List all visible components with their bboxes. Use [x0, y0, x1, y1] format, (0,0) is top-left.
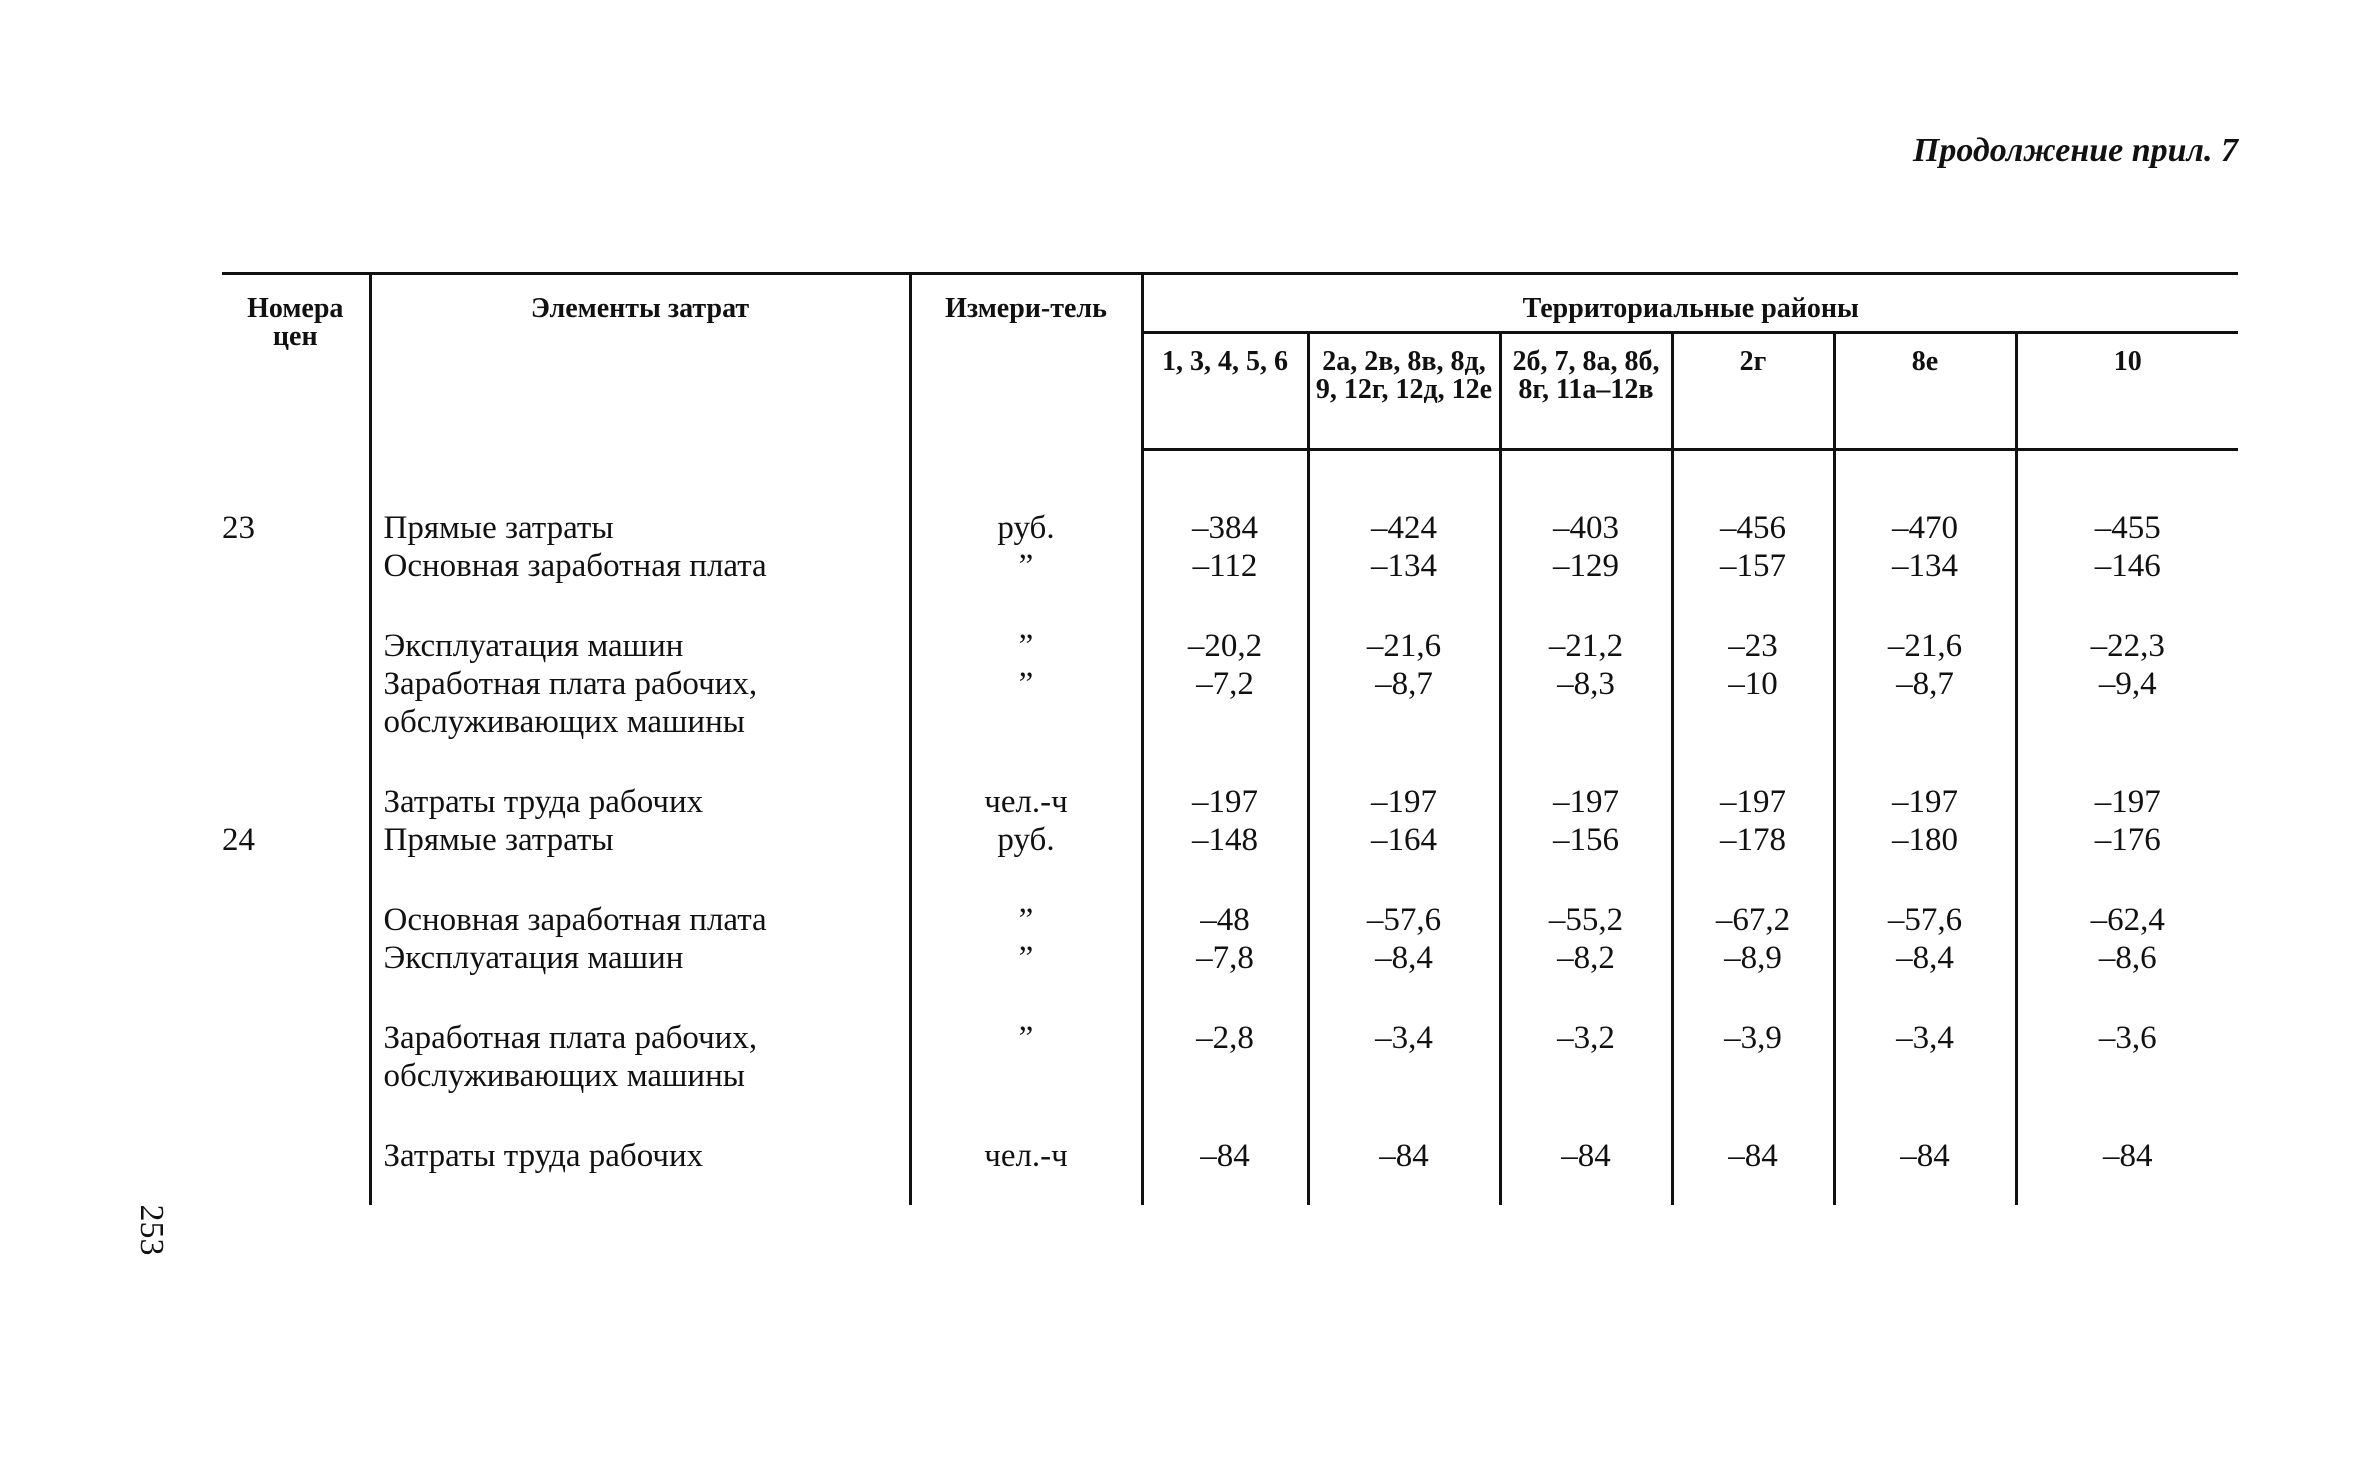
value-cell: –403	[1500, 509, 1672, 547]
table-row	[222, 939, 2238, 977]
cost-element: Прямые затраты	[370, 821, 910, 859]
price-number	[222, 627, 370, 665]
price-number	[222, 939, 370, 977]
table-row	[222, 1019, 2238, 1095]
cost-element: Основная заработная плата	[370, 547, 910, 585]
value-cell: –197	[1500, 783, 1672, 821]
cost-element: Затраты труда рабочих	[370, 783, 910, 821]
header-unit: Измери-тель	[910, 274, 1142, 450]
value-cell: –134	[1308, 547, 1500, 585]
value-cell: –134	[1834, 547, 2016, 585]
table-row	[222, 547, 2238, 585]
header-region: 1, 3, 4, 5, 6	[1142, 333, 1308, 450]
value-cell: –21,2	[1500, 627, 1672, 665]
cost-element: Эксплуатация машин	[370, 939, 910, 977]
value-cell: –8,6	[2016, 939, 2238, 977]
value-cell: –129	[1500, 547, 1672, 585]
value-cell: –197	[1672, 783, 1834, 821]
cost-element: Основная заработная плата	[370, 901, 910, 939]
unit-cell: ”	[910, 901, 1142, 939]
price-number: 23	[222, 510, 255, 546]
value-cell: –8,3	[1500, 665, 1672, 741]
table-row	[222, 901, 2238, 939]
value-cell: –3,6	[2016, 1019, 2238, 1095]
header-region: 8е	[1834, 333, 2016, 450]
price-number	[222, 901, 370, 939]
header-cost-elements: Элементы затрат	[370, 274, 910, 450]
header-region: 2б, 7, 8а, 8б, 8г, 11а–12в	[1500, 333, 1672, 450]
value-cell: –3,9	[1672, 1019, 1834, 1095]
value-cell: –197	[1834, 783, 2016, 821]
value-cell: –8,2	[1500, 939, 1672, 977]
value-cell: –384	[1142, 509, 1308, 547]
value-cell: –67,2	[1672, 901, 1834, 939]
value-cell: –148	[1142, 821, 1308, 859]
cost-element: Затраты труда рабочих	[370, 1137, 910, 1175]
value-cell: –3,2	[1500, 1019, 1672, 1095]
cost-table	[222, 272, 2238, 1205]
cost-element: Эксплуатация машин	[370, 627, 910, 665]
value-cell: –62,4	[2016, 901, 2238, 939]
value-cell: –84	[1500, 1137, 1672, 1175]
table-row	[222, 1137, 2238, 1175]
value-cell: –456	[1672, 509, 1834, 547]
value-cell: –21,6	[1308, 627, 1500, 665]
value-cell: –7,2	[1142, 665, 1308, 741]
value-cell: –84	[1142, 1137, 1308, 1175]
table-row	[222, 627, 2238, 665]
value-cell: –57,6	[1834, 901, 2016, 939]
unit-cell: чел.-ч	[910, 783, 1142, 821]
header-region: 10	[2016, 333, 2238, 450]
value-cell: –8,7	[1308, 665, 1500, 741]
value-cell: –84	[2016, 1137, 2238, 1175]
page-caption: Продолжение прил. 7	[1912, 132, 2238, 169]
unit-cell: руб.	[910, 509, 1142, 547]
value-cell: –178	[1672, 821, 1834, 859]
table-row	[222, 665, 2238, 741]
value-cell: –84	[1308, 1137, 1500, 1175]
unit-cell: ”	[910, 939, 1142, 977]
value-cell: –197	[2016, 783, 2238, 821]
value-cell: –156	[1500, 821, 1672, 859]
value-cell: –7,8	[1142, 939, 1308, 977]
value-cell: –84	[1672, 1137, 1834, 1175]
value-cell: –3,4	[1834, 1019, 2016, 1095]
value-cell: –57,6	[1308, 901, 1500, 939]
price-number	[222, 1137, 370, 1175]
price-number: 24	[222, 822, 255, 858]
header-price-numbers: Номера цен	[222, 274, 370, 450]
value-cell: –197	[1308, 783, 1500, 821]
value-cell: –2,8	[1142, 1019, 1308, 1095]
price-number	[222, 665, 370, 741]
unit-cell: руб.	[910, 821, 1142, 859]
cost-element: Заработная плата рабочих, обслуживающих машины	[370, 1019, 910, 1095]
cost-element: Заработная плата рабочих, обслуживающих машины	[370, 665, 910, 741]
unit-cell: ”	[910, 547, 1142, 585]
value-cell: –470	[1834, 509, 2016, 547]
header-region: 2г	[1672, 333, 1834, 450]
value-cell: –180	[1834, 821, 2016, 859]
value-cell: –146	[2016, 547, 2238, 585]
value-cell: –164	[1308, 821, 1500, 859]
value-cell: –20,2	[1142, 627, 1308, 665]
value-cell: –455	[2016, 509, 2238, 547]
value-cell: –8,4	[1834, 939, 2016, 977]
value-cell: –8,4	[1308, 939, 1500, 977]
value-cell: –8,7	[1834, 665, 2016, 741]
table-row	[222, 509, 2238, 547]
value-cell: –48	[1142, 901, 1308, 939]
value-cell: –157	[1672, 547, 1834, 585]
value-cell: –23	[1672, 627, 1834, 665]
value-cell: –10	[1672, 665, 1834, 741]
unit-cell: ”	[910, 665, 1142, 741]
unit-cell: чел.-ч	[910, 1137, 1142, 1175]
value-cell: –176	[2016, 821, 2238, 859]
table-row	[222, 783, 2238, 821]
value-cell: –8,9	[1672, 939, 1834, 977]
value-cell: –3,4	[1308, 1019, 1500, 1095]
value-cell: –9,4	[2016, 665, 2238, 741]
value-cell: –112	[1142, 547, 1308, 585]
value-cell: –197	[1142, 783, 1308, 821]
value-cell: –84	[1834, 1137, 2016, 1175]
header-region: 2а, 2в, 8в, 8д, 9, 12г, 12д, 12е	[1308, 333, 1500, 450]
value-cell: –22,3	[2016, 627, 2238, 665]
price-number	[222, 783, 370, 821]
price-number	[222, 1019, 370, 1095]
unit-cell: ”	[910, 627, 1142, 665]
table-row	[222, 821, 2238, 859]
header-territorial-regions: Территориальные районы	[1142, 274, 2238, 333]
value-cell: –55,2	[1500, 901, 1672, 939]
value-cell: –424	[1308, 509, 1500, 547]
price-number	[222, 547, 370, 585]
value-cell: –21,6	[1834, 627, 2016, 665]
page-number: 253	[133, 1204, 170, 1256]
cost-element: Прямые затраты	[370, 509, 910, 547]
unit-cell: ”	[910, 1019, 1142, 1095]
